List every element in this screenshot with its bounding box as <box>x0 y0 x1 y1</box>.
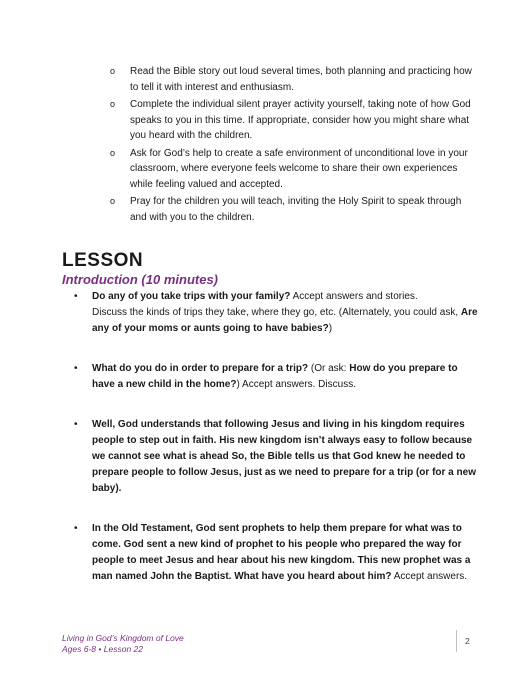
footer <box>62 633 184 655</box>
statement-text: Well, God understands that following Jesus and living in his kingdom requires people to step out in faith. His new kingdom isn’t always easy to follow because we cannot see what is ahead So, the Bible tells us that God knew he needed to prepare people to follow Jesus, just as we need to prepare for a trip (or for a new baby). <box>92 419 476 494</box>
lesson-item <box>62 521 482 585</box>
bullet-icon: • <box>74 523 78 534</box>
lesson-heading: LESSON <box>62 250 144 271</box>
instruction-text: ) Accept answers. Discuss. <box>236 379 356 390</box>
footer-subtitle: Ages 6-8 • Lesson 22 <box>62 644 143 654</box>
prep-item <box>110 146 475 193</box>
footer-separator: • <box>98 644 102 654</box>
instruction-text: Accept answers. <box>391 571 468 582</box>
prep-item <box>110 97 475 144</box>
footer-divider <box>456 630 457 652</box>
instruction-text: Accept answers and stories. <box>290 291 418 302</box>
circle-bullet-icon: o <box>110 99 116 109</box>
circle-bullet-icon: o <box>110 196 116 206</box>
statement-text: In the Old Testament, God sent prophets to help them prepare for what was to come. God sent a new kind of prophet to his people who prepared the way for people to meet Jesus and hear about his new kingdom. This new prophet was a man named John the Baptist. What have you heard about him? <box>92 523 471 582</box>
lesson-item <box>62 289 482 337</box>
lesson-item <box>62 417 482 497</box>
question-text: Are any of your moms or aunts going to have babies? <box>92 307 478 334</box>
prep-item <box>110 194 475 225</box>
prep-item-text: Ask for God’s help to create a safe environment of unconditional love in your classroom, where everyone feels welcome to share their own experiences while feeling valued and accepted. <box>130 147 468 190</box>
bullet-icon: • <box>74 291 78 302</box>
prep-item <box>110 64 475 95</box>
prep-item-text: Read the Bible story out loud several times, both planning and practicing how to tell it with interest and enthusiasm. <box>130 66 472 93</box>
question-text: How do you prepare to have a new child in the home? <box>92 363 458 390</box>
circle-bullet-icon: o <box>110 147 116 158</box>
bullet-icon: • <box>74 419 78 430</box>
instruction-text: (Or ask: <box>308 363 350 374</box>
question-text: What do you do in order to prepare for a trip? <box>92 363 309 374</box>
footer-title: Living in God’s Kingdom of Love <box>62 633 184 643</box>
introduction-list <box>62 289 482 585</box>
lesson-item <box>62 361 482 393</box>
discussion-line <box>92 305 482 337</box>
prep-item-text: Pray for the children you will teach, inviting the Holy Spirit to speak through and with you to the children. <box>130 196 462 223</box>
instruction-text: ) <box>328 323 333 334</box>
introduction-heading: Introduction (10 minutes) <box>62 272 218 287</box>
question-text: Do any of you take trips with your family? <box>92 291 291 302</box>
bullet-icon: • <box>74 363 78 374</box>
page-number: 2 <box>465 636 470 646</box>
prep-item-text: Complete the individual silent prayer activity yourself, taking note of how God speaks to you in this time. If appropriate, consider how you might share what you heard with the children. <box>130 99 471 141</box>
circle-bullet-icon: o <box>110 66 116 76</box>
instruction-text: Discuss the kinds of trips they take, where they go, etc. (Alternately, you could ask, <box>92 307 461 318</box>
preparation-list <box>110 64 475 227</box>
